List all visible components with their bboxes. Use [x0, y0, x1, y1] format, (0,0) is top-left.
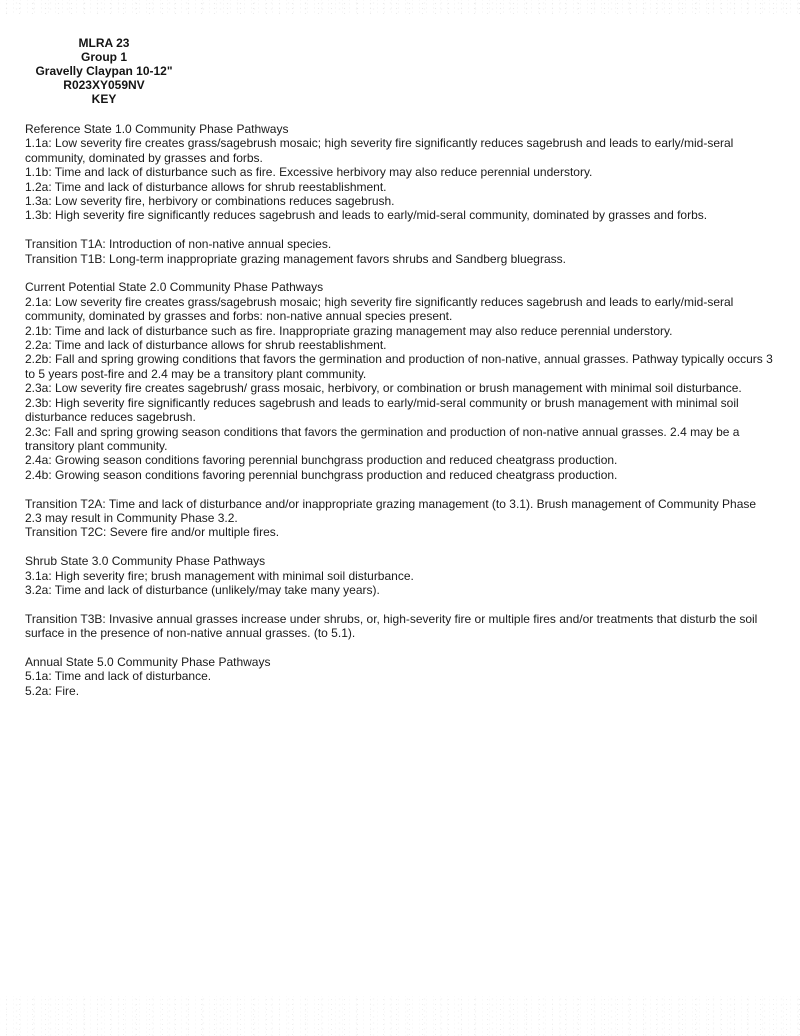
pathway-item: 2.4a: Growing season conditions favoring perennial bunchgrass production and reduced cheatgrass production. [25, 453, 618, 468]
transition-item: Transition T1A: Introduction of non-native annual species. [25, 237, 332, 252]
section-transitions-t2 [25, 497, 776, 540]
header-line-group: Group 1 [80, 50, 127, 64]
header-line-key: KEY [91, 92, 117, 106]
transition-item: Transition T2A: Time and lack of disturbance and/or inappropriate grazing management (to 3.1). Brush management of Community Phase 2.3 may result in Community Phase 3.2. [25, 496, 757, 525]
header-line-mlra: MLRA 23 [78, 36, 130, 50]
scan-noise-top [0, 0, 800, 14]
section-heading: Annual State 5.0 Community Phase Pathways [25, 654, 271, 669]
pathway-item: 3.2a: Time and lack of disturbance (unlikely/may take many years). [25, 582, 380, 597]
pathway-item: 1.1a: Low severity fire creates grass/sagebrush mosaic; high severity fire significantly reduces sagebrush and leads to early/mid-seral community, dominated by grasses and forbs. [25, 136, 734, 165]
pathway-item: 2.2b: Fall and spring growing conditions that favors the germination and production of non-native, annual grasses. Pathway typically occurs 3 to 5 years post-fire and 2.4 may be a transitory plant community. [25, 352, 773, 381]
pathway-item: 5.1a: Time and lack of disturbance. [25, 669, 212, 684]
pathway-item: 2.3c: Fall and spring growing season conditions that favors the germination and production of non-native annual grasses. 2.4 may be a transitory plant community. [25, 424, 740, 453]
pathway-item: 1.2a: Time and lack of disturbance allows for shrub reestablishment. [25, 179, 387, 194]
section-reference-state [25, 122, 776, 223]
pathway-item: 1.3b: High severity fire significantly reduces sagebrush and leads to early/mid-seral community, dominated by grasses and forbs. [25, 208, 708, 223]
pathway-item: 2.3a: Low severity fire creates sagebrush/ grass mosaic, herbivory, or combination or brush management with minimal soil disturbance. [25, 381, 742, 396]
pathway-item: 2.1b: Time and lack of disturbance such as fire. Inappropriate grazing management may also reduce perennial understory. [25, 323, 673, 338]
transition-item: Transition T3B: Invasive annual grasses increase under shrubs, or, high-severity fire or multiple fires and/or treatments that disturb the soil surface in the presence of non-native annual grasses. (to 5.1). [25, 611, 758, 641]
section-current-potential-state [25, 280, 776, 482]
pathway-item: 5.2a: Fire. [25, 683, 80, 698]
section-heading: Shrub State 3.0 Community Phase Pathways [25, 554, 266, 569]
section-heading: Reference State 1.0 Community Phase Pathways [25, 122, 289, 136]
section-transition-t3 [25, 612, 776, 641]
pathway-item: 3.1a: High severity fire; brush management with minimal soil disturbance. [25, 568, 414, 583]
pathway-item: 1.1b: Time and lack of disturbance such as fire. Excessive herbivory may also reduce perennial understory. [25, 165, 593, 180]
scan-noise-bottom [0, 996, 800, 1036]
transition-item: Transition T2C: Severe fire and/or multiple fires. [25, 525, 280, 540]
pathway-item: 2.4b: Growing season conditions favoring perennial bunchgrass production and reduced cheatgrass production. [25, 467, 618, 482]
pathway-item: 1.3a: Low severity fire, herbivory or combinations reduces sagebrush. [25, 194, 395, 209]
header-line-site-name: Gravelly Claypan 10-12" [35, 64, 173, 78]
pathway-item: 2.2a: Time and lack of disturbance allows for shrub reestablishment. [25, 338, 387, 353]
pathway-item: 2.3b: High severity fire significantly reduces sagebrush and leads to early/mid-seral community or brush management with minimal soil disturbance reduces sagebrush. [25, 395, 739, 425]
document-header [25, 36, 183, 106]
section-shrub-state [25, 554, 776, 597]
document-body [0, 106, 800, 698]
header-line-site-id: R023XY059NV [63, 78, 145, 92]
section-heading: Current Potential State 2.0 Community Phase Pathways [25, 280, 324, 295]
section-transitions-t1 [25, 237, 776, 266]
pathway-item: 2.1a: Low severity fire creates grass/sagebrush mosaic; high severity fire significantly reduces sagebrush and leads to early/mid-seral community, dominated by grasses and forbs: non-native annual species present. [25, 294, 734, 324]
transition-item: Transition T1B: Long-term inappropriate grazing management favors shrubs and Sandberg bluegrass. [25, 251, 566, 266]
section-annual-state [25, 655, 776, 698]
